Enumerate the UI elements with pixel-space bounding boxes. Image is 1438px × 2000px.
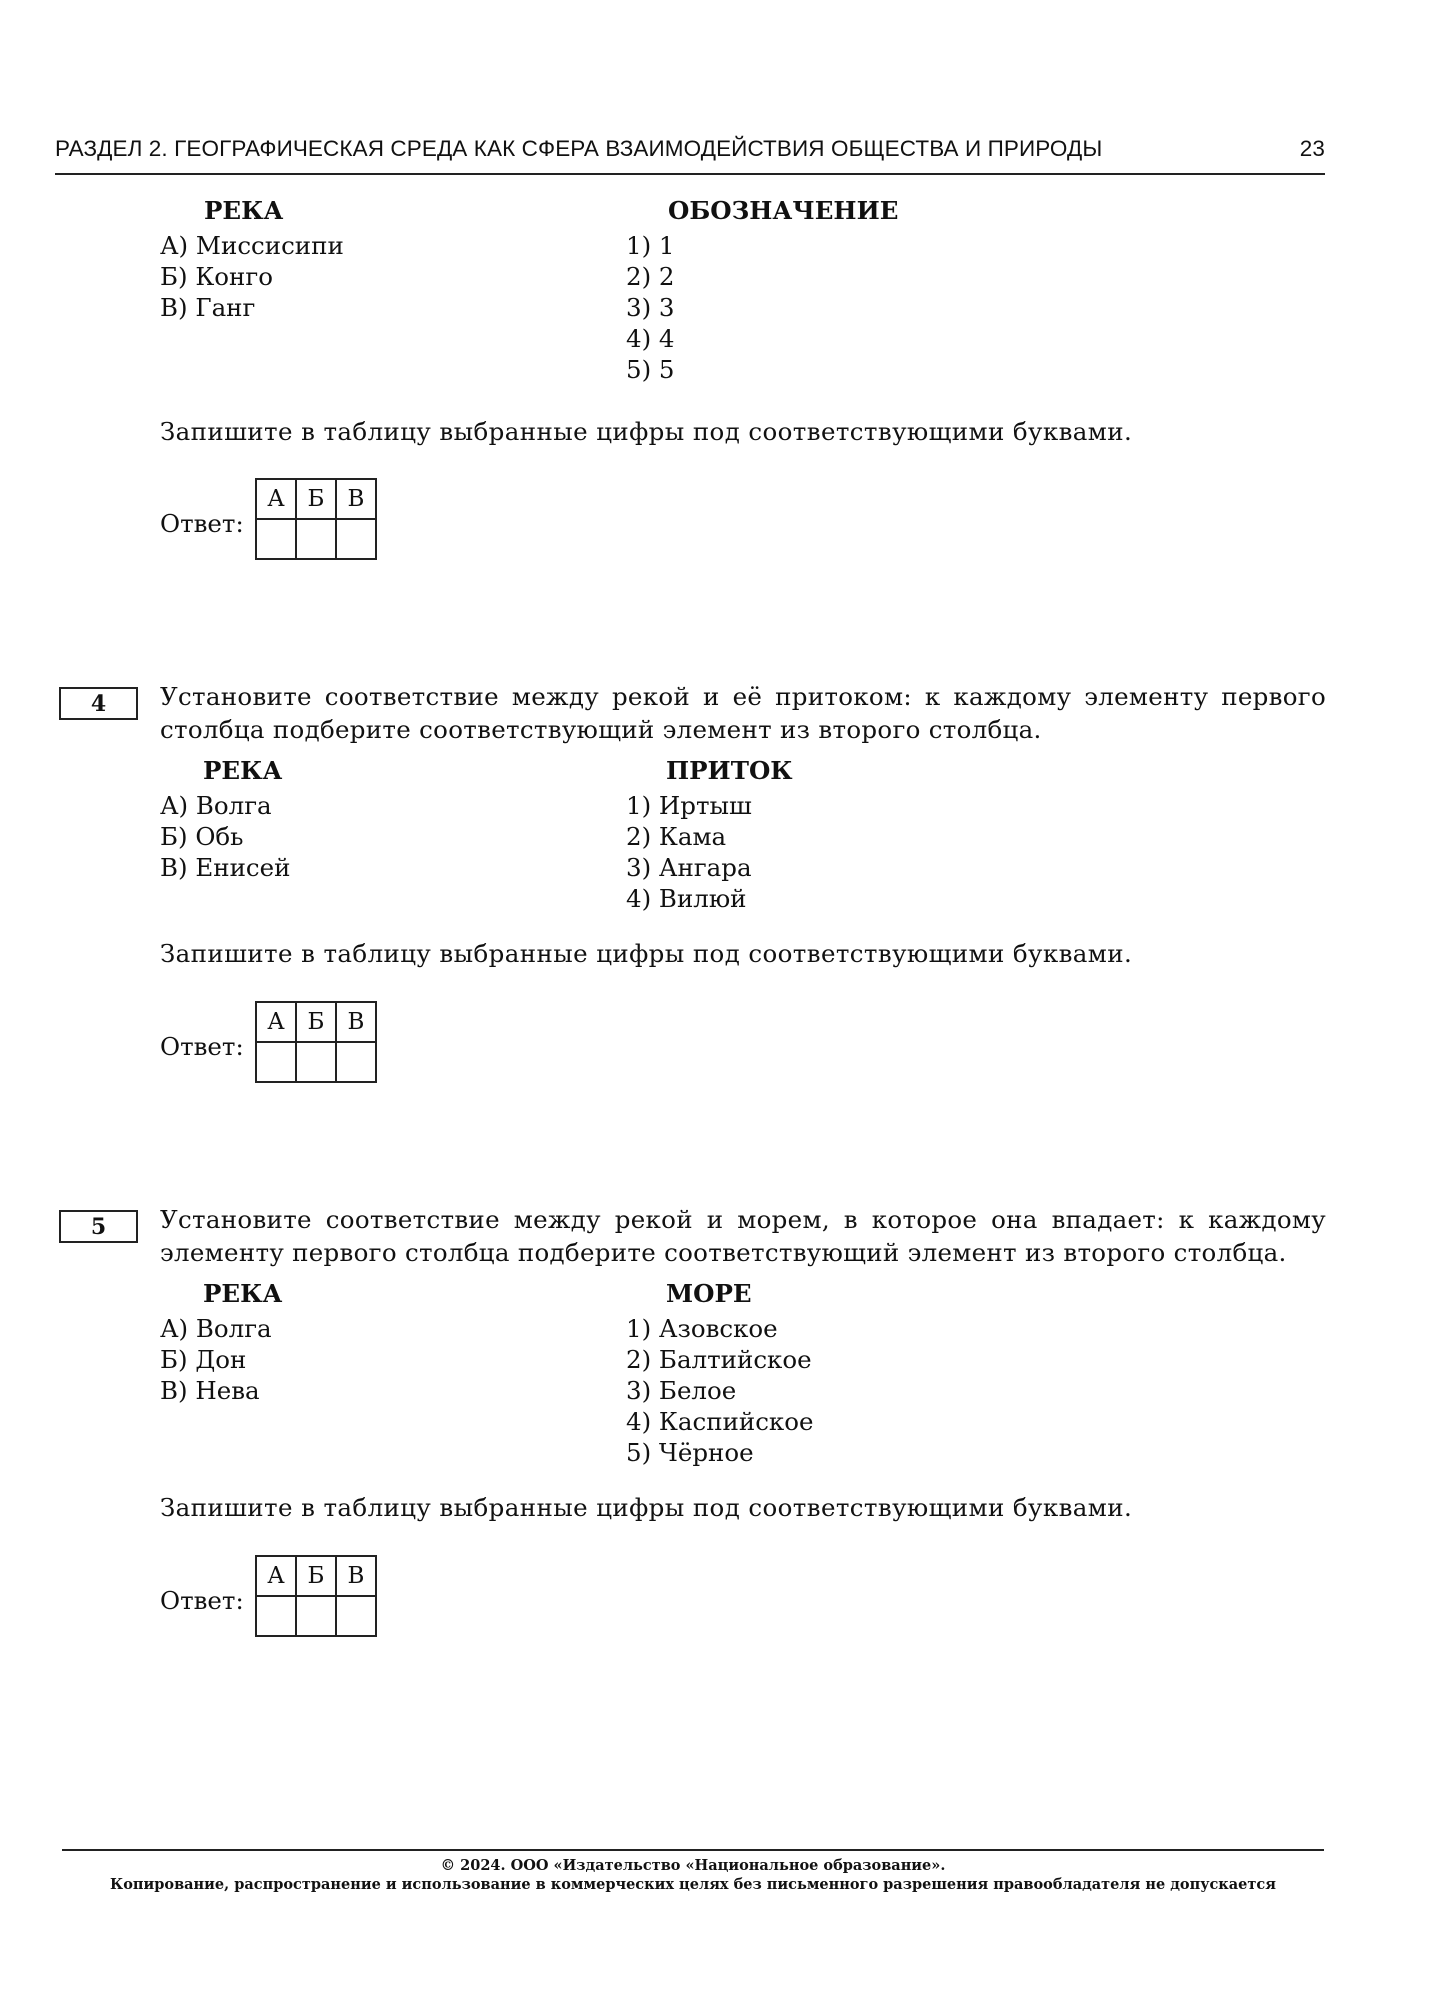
section-title: РАЗДЕЛ 2. ГЕОГРАФИЧЕСКАЯ СРЕДА КАК СФЕРА ВЗАИМОДЕЙСТВИЯ ОБЩЕСТВА И ПРИРОДЫ xyxy=(55,136,1103,161)
copyright-footer xyxy=(62,1856,1324,1894)
task5-answer-table xyxy=(255,1555,377,1637)
task4-left-column xyxy=(160,756,290,884)
list-item: Б) Конго xyxy=(160,261,273,291)
list-item: 2) Балтийское xyxy=(626,1344,812,1374)
list-item: 1) 1 xyxy=(626,230,675,260)
list-item: Б) Дон xyxy=(160,1344,247,1374)
list-item: 1) Азовское xyxy=(626,1313,778,1343)
answer-cell-a[interactable] xyxy=(256,519,296,559)
task5-instruction: Запишите в таблицу выбранные цифры под соответствующими буквами. xyxy=(160,1493,1133,1522)
answer-header-a: А xyxy=(256,479,296,519)
answer-cell-a[interactable] xyxy=(256,1596,296,1636)
left-column-title: РЕКА xyxy=(203,1279,283,1308)
list-item: 4) Вилюй xyxy=(626,883,747,913)
right-column-list xyxy=(626,1314,814,1469)
list-item: В) Енисей xyxy=(160,852,291,882)
task3-right-column xyxy=(626,196,898,386)
list-item: 2) 2 xyxy=(626,261,675,291)
answer-header-b: Б xyxy=(296,479,336,519)
answer-cell-b[interactable] xyxy=(296,519,336,559)
list-item: А) Волга xyxy=(160,790,272,820)
task5-right-column xyxy=(626,1279,814,1469)
task4-right-column xyxy=(626,756,793,915)
right-column-title: ПРИТОК xyxy=(666,756,793,785)
task-number-badge: 4 xyxy=(59,687,138,720)
task5-prompt: Установите соответствие между рекой и морем, в которое она впадает: к каждому элементу первого столбца подберите соответствующий элемент из второго столбца. xyxy=(160,1205,1326,1267)
list-item: 3) 3 xyxy=(626,292,675,322)
list-item: 5) 5 xyxy=(626,354,675,384)
answer-header-b: Б xyxy=(296,1002,336,1042)
list-item: 1) Иртыш xyxy=(626,790,752,820)
left-column-list xyxy=(160,791,290,884)
answer-cell-b[interactable] xyxy=(296,1596,336,1636)
answer-cell-v[interactable] xyxy=(336,519,376,559)
task3-answer-table xyxy=(255,478,377,560)
answer-label: Ответ: xyxy=(160,1032,244,1061)
copyright-line: © 2024. ООО «Издательство «Национальное образование». xyxy=(440,1857,946,1874)
left-column-title: РЕКА xyxy=(204,196,284,225)
answer-header-v: В xyxy=(336,479,376,519)
task4-answer-table xyxy=(255,1001,377,1083)
right-column-title: МОРЕ xyxy=(666,1279,752,1308)
left-column-title: РЕКА xyxy=(203,756,283,785)
answer-header-a: А xyxy=(256,1002,296,1042)
right-column-list xyxy=(626,791,793,915)
answer-cell-b[interactable] xyxy=(296,1042,336,1082)
answer-cell-a[interactable] xyxy=(256,1042,296,1082)
list-item: Б) Обь xyxy=(160,821,244,851)
list-item: В) Нева xyxy=(160,1375,260,1405)
list-item: 5) Чёрное xyxy=(626,1437,754,1467)
answer-label: Ответ: xyxy=(160,1586,244,1615)
task3-instruction: Запишите в таблицу выбранные цифры под соответствующими буквами. xyxy=(160,417,1133,446)
list-item: В) Ганг xyxy=(160,292,256,322)
list-item: 3) Белое xyxy=(626,1375,737,1405)
page-number: 23 xyxy=(1299,136,1325,161)
answer-cell-v[interactable] xyxy=(336,1596,376,1636)
answer-header-v: В xyxy=(336,1556,376,1596)
task4-instruction: Запишите в таблицу выбранные цифры под соответствующими буквами. xyxy=(160,939,1133,968)
right-column-list xyxy=(626,231,898,386)
task5-left-column xyxy=(160,1279,282,1407)
list-item: 4) 4 xyxy=(626,323,675,353)
left-column-list xyxy=(160,231,344,324)
footer-divider xyxy=(62,1849,1324,1851)
task-number-badge: 5 xyxy=(59,1210,138,1243)
list-item: 4) Каспийское xyxy=(626,1406,814,1436)
answer-label: Ответ: xyxy=(160,509,244,538)
left-column-list xyxy=(160,1314,282,1407)
header-divider xyxy=(55,173,1325,175)
answer-header-b: Б xyxy=(296,1556,336,1596)
task3-left-column xyxy=(160,196,344,324)
answer-header-a: А xyxy=(256,1556,296,1596)
list-item: А) Миссисипи xyxy=(160,230,344,260)
list-item: 2) Кама xyxy=(626,821,727,851)
copyright-notice: Копирование, распространение и использование в коммерческих целях без письменного разрешения правообладателя не допускается xyxy=(110,1876,1276,1893)
running-header xyxy=(55,136,1325,162)
answer-cell-v[interactable] xyxy=(336,1042,376,1082)
list-item: А) Волга xyxy=(160,1313,272,1343)
list-item: 3) Ангара xyxy=(626,852,752,882)
answer-header-v: В xyxy=(336,1002,376,1042)
right-column-title: ОБОЗНАЧЕНИЕ xyxy=(668,196,899,225)
task4-prompt: Установите соответствие между рекой и её притоком: к каждому элементу первого столбца подберите соответствующий элемент из второго столбца. xyxy=(160,682,1326,744)
